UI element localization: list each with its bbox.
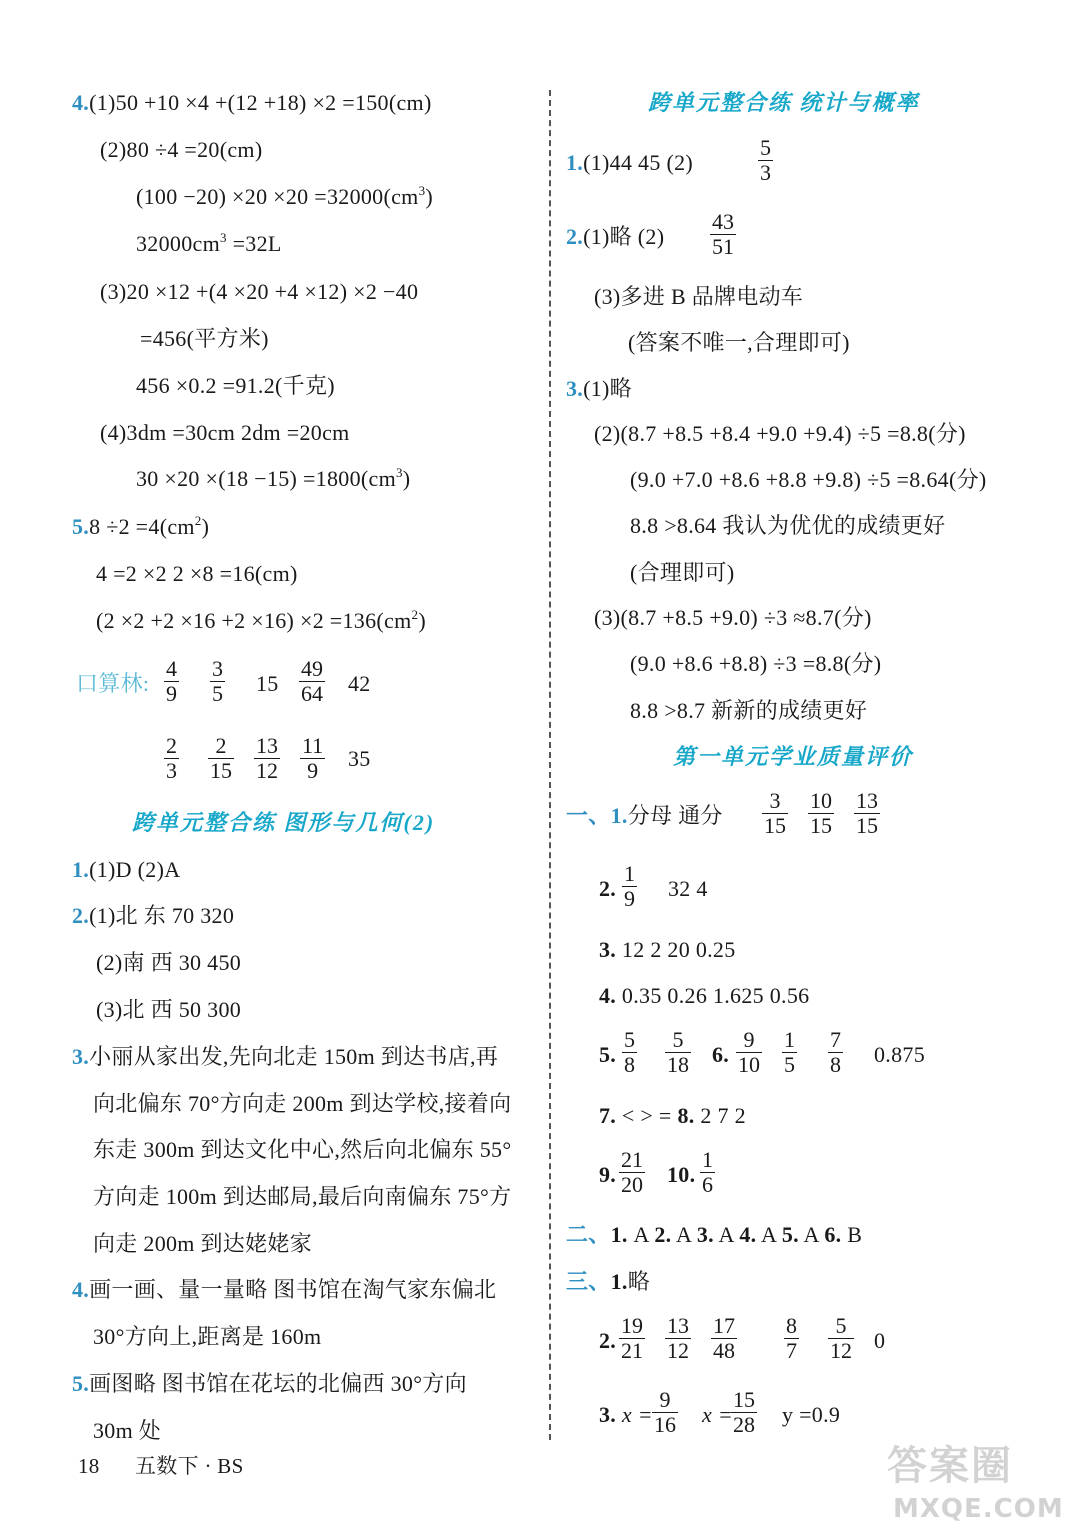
numerator: 5 <box>760 135 771 160</box>
denominator: 8 <box>830 1052 841 1077</box>
answer-text: 画图略 图书馆在花坛的北偏西 30°方向 <box>89 1371 467 1396</box>
denominator: 28 <box>733 1412 755 1437</box>
page-number: 18 <box>78 1454 100 1478</box>
s2-q3-line2: 向北偏东 70°方向走 200m 到达学校,接着向 <box>93 1091 512 1116</box>
denominator: 3 <box>166 758 177 783</box>
question-number: 4. <box>72 1277 90 1302</box>
answer-text: ) <box>425 184 434 209</box>
fraction <box>665 1028 691 1077</box>
part3-q3-b <box>702 1402 733 1428</box>
question-number: 2. <box>566 224 584 249</box>
part3-q2-label: 2. <box>599 1328 617 1353</box>
section-title-unit1: 第一单元学业质量评价 <box>673 744 914 769</box>
oral-answer: 42 <box>348 671 371 696</box>
answer-text: (1)北 东 70 320 <box>89 903 235 928</box>
fraction <box>808 789 834 838</box>
p2-label: 2. <box>599 876 617 901</box>
q5-line2: 4 =2 ×2 2 ×8 =16(cm) <box>96 561 298 586</box>
answer-text: A <box>676 1222 692 1247</box>
numerator: 5 <box>624 1027 635 1052</box>
numerator: 43 <box>712 209 734 234</box>
answer-text: (1)D (2)A <box>89 857 181 882</box>
fraction <box>731 1388 757 1437</box>
denominator: 10 <box>738 1052 760 1077</box>
fraction <box>164 734 179 783</box>
fraction <box>622 862 637 911</box>
p1 <box>566 803 723 829</box>
question-number: 7. <box>599 1103 617 1128</box>
answer-text: 32000cm <box>136 231 220 256</box>
s2-q2-line1 <box>72 903 234 929</box>
answer-text: =32L <box>226 231 282 256</box>
answer-text: 分母 通分 <box>627 803 723 828</box>
fraction <box>784 1314 799 1363</box>
question-number: 5. <box>72 1371 90 1396</box>
q4-line5: (3)20 ×12 +(4 ×20 +4 ×12) ×2 −40 <box>100 279 419 304</box>
p5-label: 5. <box>599 1042 617 1067</box>
answer-text: A <box>718 1222 734 1247</box>
s2-q3-line1 <box>72 1044 498 1070</box>
answer-text: (100 −20) ×20 ×20 =32000(cm <box>136 184 419 209</box>
denominator: 16 <box>654 1412 676 1437</box>
fraction <box>208 734 234 783</box>
book-label: 五数下 · BS <box>135 1454 244 1478</box>
denominator: 5 <box>784 1052 795 1077</box>
denominator: 12 <box>667 1338 689 1363</box>
q4-line3 <box>136 184 433 213</box>
question-number: 8. <box>677 1103 695 1128</box>
denominator: 7 <box>786 1338 797 1363</box>
question-number: 2. <box>654 1222 672 1247</box>
answer-text: A <box>761 1222 777 1247</box>
r-q3-line7: (9.0 +8.6 +8.8) ÷3 =8.8(分) <box>630 651 882 676</box>
fraction <box>210 657 225 706</box>
superscript: 3 <box>395 465 403 480</box>
numerator: 19 <box>621 1313 643 1338</box>
part3-q3-y: y =0.9 <box>782 1402 841 1427</box>
fraction <box>758 136 773 185</box>
answer-text: 略 <box>627 1269 651 1294</box>
q5-line1 <box>72 514 209 543</box>
question-number: 1. <box>610 1222 628 1247</box>
numerator: 2 <box>215 733 227 758</box>
column-divider <box>549 90 551 1440</box>
numerator: 5 <box>835 1313 847 1338</box>
fraction <box>254 734 280 783</box>
denominator: 18 <box>667 1052 689 1077</box>
question-number: 4. <box>739 1222 757 1247</box>
answer-text: ) <box>402 466 411 491</box>
denominator: 15 <box>856 813 878 838</box>
denominator: 64 <box>301 681 323 706</box>
p9-label: 9. <box>599 1162 617 1187</box>
fraction <box>828 1028 843 1077</box>
denominator: 9 <box>307 758 319 783</box>
denominator: 51 <box>712 234 734 259</box>
fraction <box>711 1314 737 1363</box>
numerator: 1 <box>624 861 635 886</box>
section-title-geometry: 跨单元整合练 图形与几何(2) <box>132 810 436 835</box>
p7-p8 <box>599 1103 746 1129</box>
watermark-url: MXQE.COM <box>893 1494 1064 1524</box>
watermark-text: 答案圈 <box>887 1443 1013 1489</box>
question-number: 一、1. <box>566 803 628 828</box>
numerator: 17 <box>713 1313 735 1338</box>
numerator: 9 <box>659 1387 671 1412</box>
s2-q3-line5: 向走 200m 到达姥姥家 <box>93 1231 313 1256</box>
numerator: 13 <box>856 788 878 813</box>
denominator: 8 <box>624 1052 635 1077</box>
s2-q3-line3: 东走 300m 到达文化中心,然后向北偏东 55° <box>93 1137 512 1162</box>
denominator: 15 <box>764 813 786 838</box>
answer-text: (1)44 45 (2) <box>583 150 694 175</box>
question-number: 5. <box>72 514 90 539</box>
q4-line6: =456(平方米) <box>140 326 269 351</box>
fraction <box>762 789 788 838</box>
s2-q5-line2: 30m 处 <box>93 1418 162 1443</box>
answer-text: (1)略 (2) <box>583 224 665 249</box>
numerator: 8 <box>786 1313 797 1338</box>
denominator: 12 <box>256 758 278 783</box>
q4-line2: (2)80 ÷4 =20(cm) <box>100 137 263 162</box>
s2-q4-line2: 30°方向上,距离是 160m <box>93 1324 322 1349</box>
r-q2 <box>566 224 664 250</box>
question-number: 1. <box>610 1269 628 1294</box>
superscript: 3 <box>418 183 426 198</box>
fraction <box>854 789 880 838</box>
answer-text: 画一画、量一量略 图书馆在淘气家东偏北 <box>89 1277 497 1302</box>
answer-text: 小丽从家出发,先向北走 150m 到达书店,再 <box>89 1044 499 1069</box>
superscript: 2 <box>411 607 419 622</box>
answer-text: A <box>803 1222 819 1247</box>
answer-text: (1)略 <box>583 376 632 401</box>
question-number: 2. <box>72 903 90 928</box>
denominator: 21 <box>621 1338 643 1363</box>
s2-q2-line2: (2)南 西 30 450 <box>96 950 242 975</box>
watermark-logo <box>885 1440 1065 1532</box>
part2 <box>566 1222 862 1248</box>
answer-text: x = <box>702 1402 734 1427</box>
numerator: 3 <box>212 656 223 681</box>
r-q2-line3: (答案不唯一,合理即可) <box>628 330 850 355</box>
denominator: 48 <box>713 1338 735 1363</box>
question-number: 1. <box>566 150 584 175</box>
r-q3-line1 <box>566 376 632 402</box>
question-number: 1. <box>72 857 90 882</box>
denominator: 15 <box>210 758 232 783</box>
question-number: 4. <box>72 90 90 115</box>
fraction <box>619 1148 645 1197</box>
question-number: 3. <box>599 937 617 962</box>
question-number: 3. <box>72 1044 90 1069</box>
part3-q2-zero: 0 <box>874 1328 886 1353</box>
s2-q5-line1 <box>72 1371 467 1397</box>
r-q1 <box>566 150 693 176</box>
numerator: 9 <box>743 1027 755 1052</box>
numerator: 49 <box>301 656 323 681</box>
answer-text: < > = <box>621 1103 672 1128</box>
section-title-statistics: 跨单元整合练 统计与概率 <box>648 90 920 115</box>
r-q3-line3: (9.0 +7.0 +8.6 +8.8 +9.8) ÷5 =8.64(分) <box>630 467 987 492</box>
numerator: 13 <box>667 1313 689 1338</box>
part3-q1 <box>566 1269 650 1295</box>
fraction <box>622 1028 637 1077</box>
numerator: 15 <box>733 1387 755 1412</box>
part-number: 二、 <box>566 1222 611 1247</box>
q4-line1 <box>72 90 432 116</box>
answer-text: A <box>633 1222 649 1247</box>
s2-q2-line3: (3)北 西 50 300 <box>96 997 242 1022</box>
oral-answer: 35 <box>348 746 371 771</box>
p6-text: 0.875 <box>874 1042 925 1067</box>
part-number: 三、 <box>566 1269 611 1294</box>
q4-line4 <box>136 231 282 260</box>
denominator: 12 <box>830 1338 852 1363</box>
denominator: 9 <box>624 886 635 911</box>
denominator: 15 <box>810 813 832 838</box>
numerator: 11 <box>302 733 324 758</box>
p2-text: 32 4 <box>668 876 708 901</box>
s2-q3-line4: 方向走 100m 到达邮局,最后向南偏东 75°方 <box>93 1184 512 1209</box>
fraction <box>164 657 179 706</box>
fraction <box>736 1028 762 1077</box>
answer-text: 12 2 20 0.25 <box>621 937 736 962</box>
fraction <box>299 657 325 706</box>
oral-answer: 15 <box>256 671 279 696</box>
fraction <box>700 1148 715 1197</box>
p3 <box>599 937 736 963</box>
numerator: 3 <box>769 788 781 813</box>
question-number: 3. <box>696 1222 714 1247</box>
answer-text: 2 7 2 <box>700 1103 746 1128</box>
r-q3-line8: 8.8 >8.7 新新的成绩更好 <box>630 698 868 723</box>
numerator: 7 <box>830 1027 841 1052</box>
answer-text: B <box>847 1222 863 1247</box>
fraction <box>300 734 325 783</box>
denominator: 6 <box>702 1172 713 1197</box>
fraction <box>782 1028 797 1077</box>
superscript: 2 <box>194 513 202 528</box>
q4-line9 <box>136 466 410 495</box>
numerator: 13 <box>256 733 278 758</box>
numerator: 21 <box>621 1147 643 1172</box>
denominator: 20 <box>621 1172 643 1197</box>
answer-text: (2 ×2 +2 ×16 +2 ×16) ×2 =136(cm <box>96 608 412 633</box>
denominator: 3 <box>760 160 771 185</box>
question-number: 4. <box>599 983 617 1008</box>
fraction <box>710 210 736 259</box>
question-number: 6. <box>824 1222 842 1247</box>
numerator: 1 <box>784 1027 795 1052</box>
r-q3-line6: (3)(8.7 +8.5 +9.0) ÷3 ≈8.7(分) <box>594 605 872 630</box>
question-number: 3. <box>566 376 584 401</box>
fraction <box>619 1314 645 1363</box>
answer-text: 8 ÷2 =4(cm <box>89 514 195 539</box>
q4-line8: (4)3dm =30cm 2dm =20cm <box>100 420 350 445</box>
answer-text: 0.35 0.26 1.625 0.56 <box>621 983 810 1008</box>
part3-q3-a <box>599 1402 653 1428</box>
fraction <box>828 1314 854 1363</box>
q4-line7: 456 ×0.2 =91.2(千克) <box>136 373 335 398</box>
numerator: 1 <box>702 1147 713 1172</box>
r-q3-line5: (合理即可) <box>630 560 735 585</box>
denominator: 9 <box>166 681 177 706</box>
p4 <box>599 983 809 1009</box>
numerator: 2 <box>166 733 177 758</box>
superscript: 3 <box>219 230 227 245</box>
p6-label: 6. <box>712 1042 730 1067</box>
answer-text: x = <box>621 1402 653 1427</box>
r-q3-line2: (2)(8.7 +8.5 +8.4 +9.0 +9.4) ÷5 =8.8(分) <box>594 421 966 446</box>
s2-q1 <box>72 857 180 883</box>
numerator: 4 <box>166 656 177 681</box>
q5-line3 <box>96 608 426 637</box>
answer-text: ) <box>418 608 426 633</box>
answer-text: (1)50 +10 ×4 +(12 +18) ×2 =150(cm) <box>89 90 432 115</box>
numerator: 10 <box>810 788 832 813</box>
fraction <box>665 1314 691 1363</box>
denominator: 5 <box>212 681 223 706</box>
r-q2-line2: (3)多进 B 品牌电动车 <box>594 284 804 309</box>
p10-label: 10. <box>667 1162 696 1187</box>
question-number: 3. <box>599 1402 617 1427</box>
numerator: 5 <box>672 1027 684 1052</box>
s2-q4-line1 <box>72 1277 496 1303</box>
fraction <box>652 1388 678 1437</box>
r-q3-line4: 8.8 >8.64 我认为优优的成绩更好 <box>630 513 946 538</box>
question-number: 5. <box>781 1222 799 1247</box>
oral-calc-label: 口算林: <box>76 671 150 696</box>
answer-text: ) <box>201 514 210 539</box>
answer-text: 30 ×20 ×(18 −15) =1800(cm <box>136 466 396 491</box>
